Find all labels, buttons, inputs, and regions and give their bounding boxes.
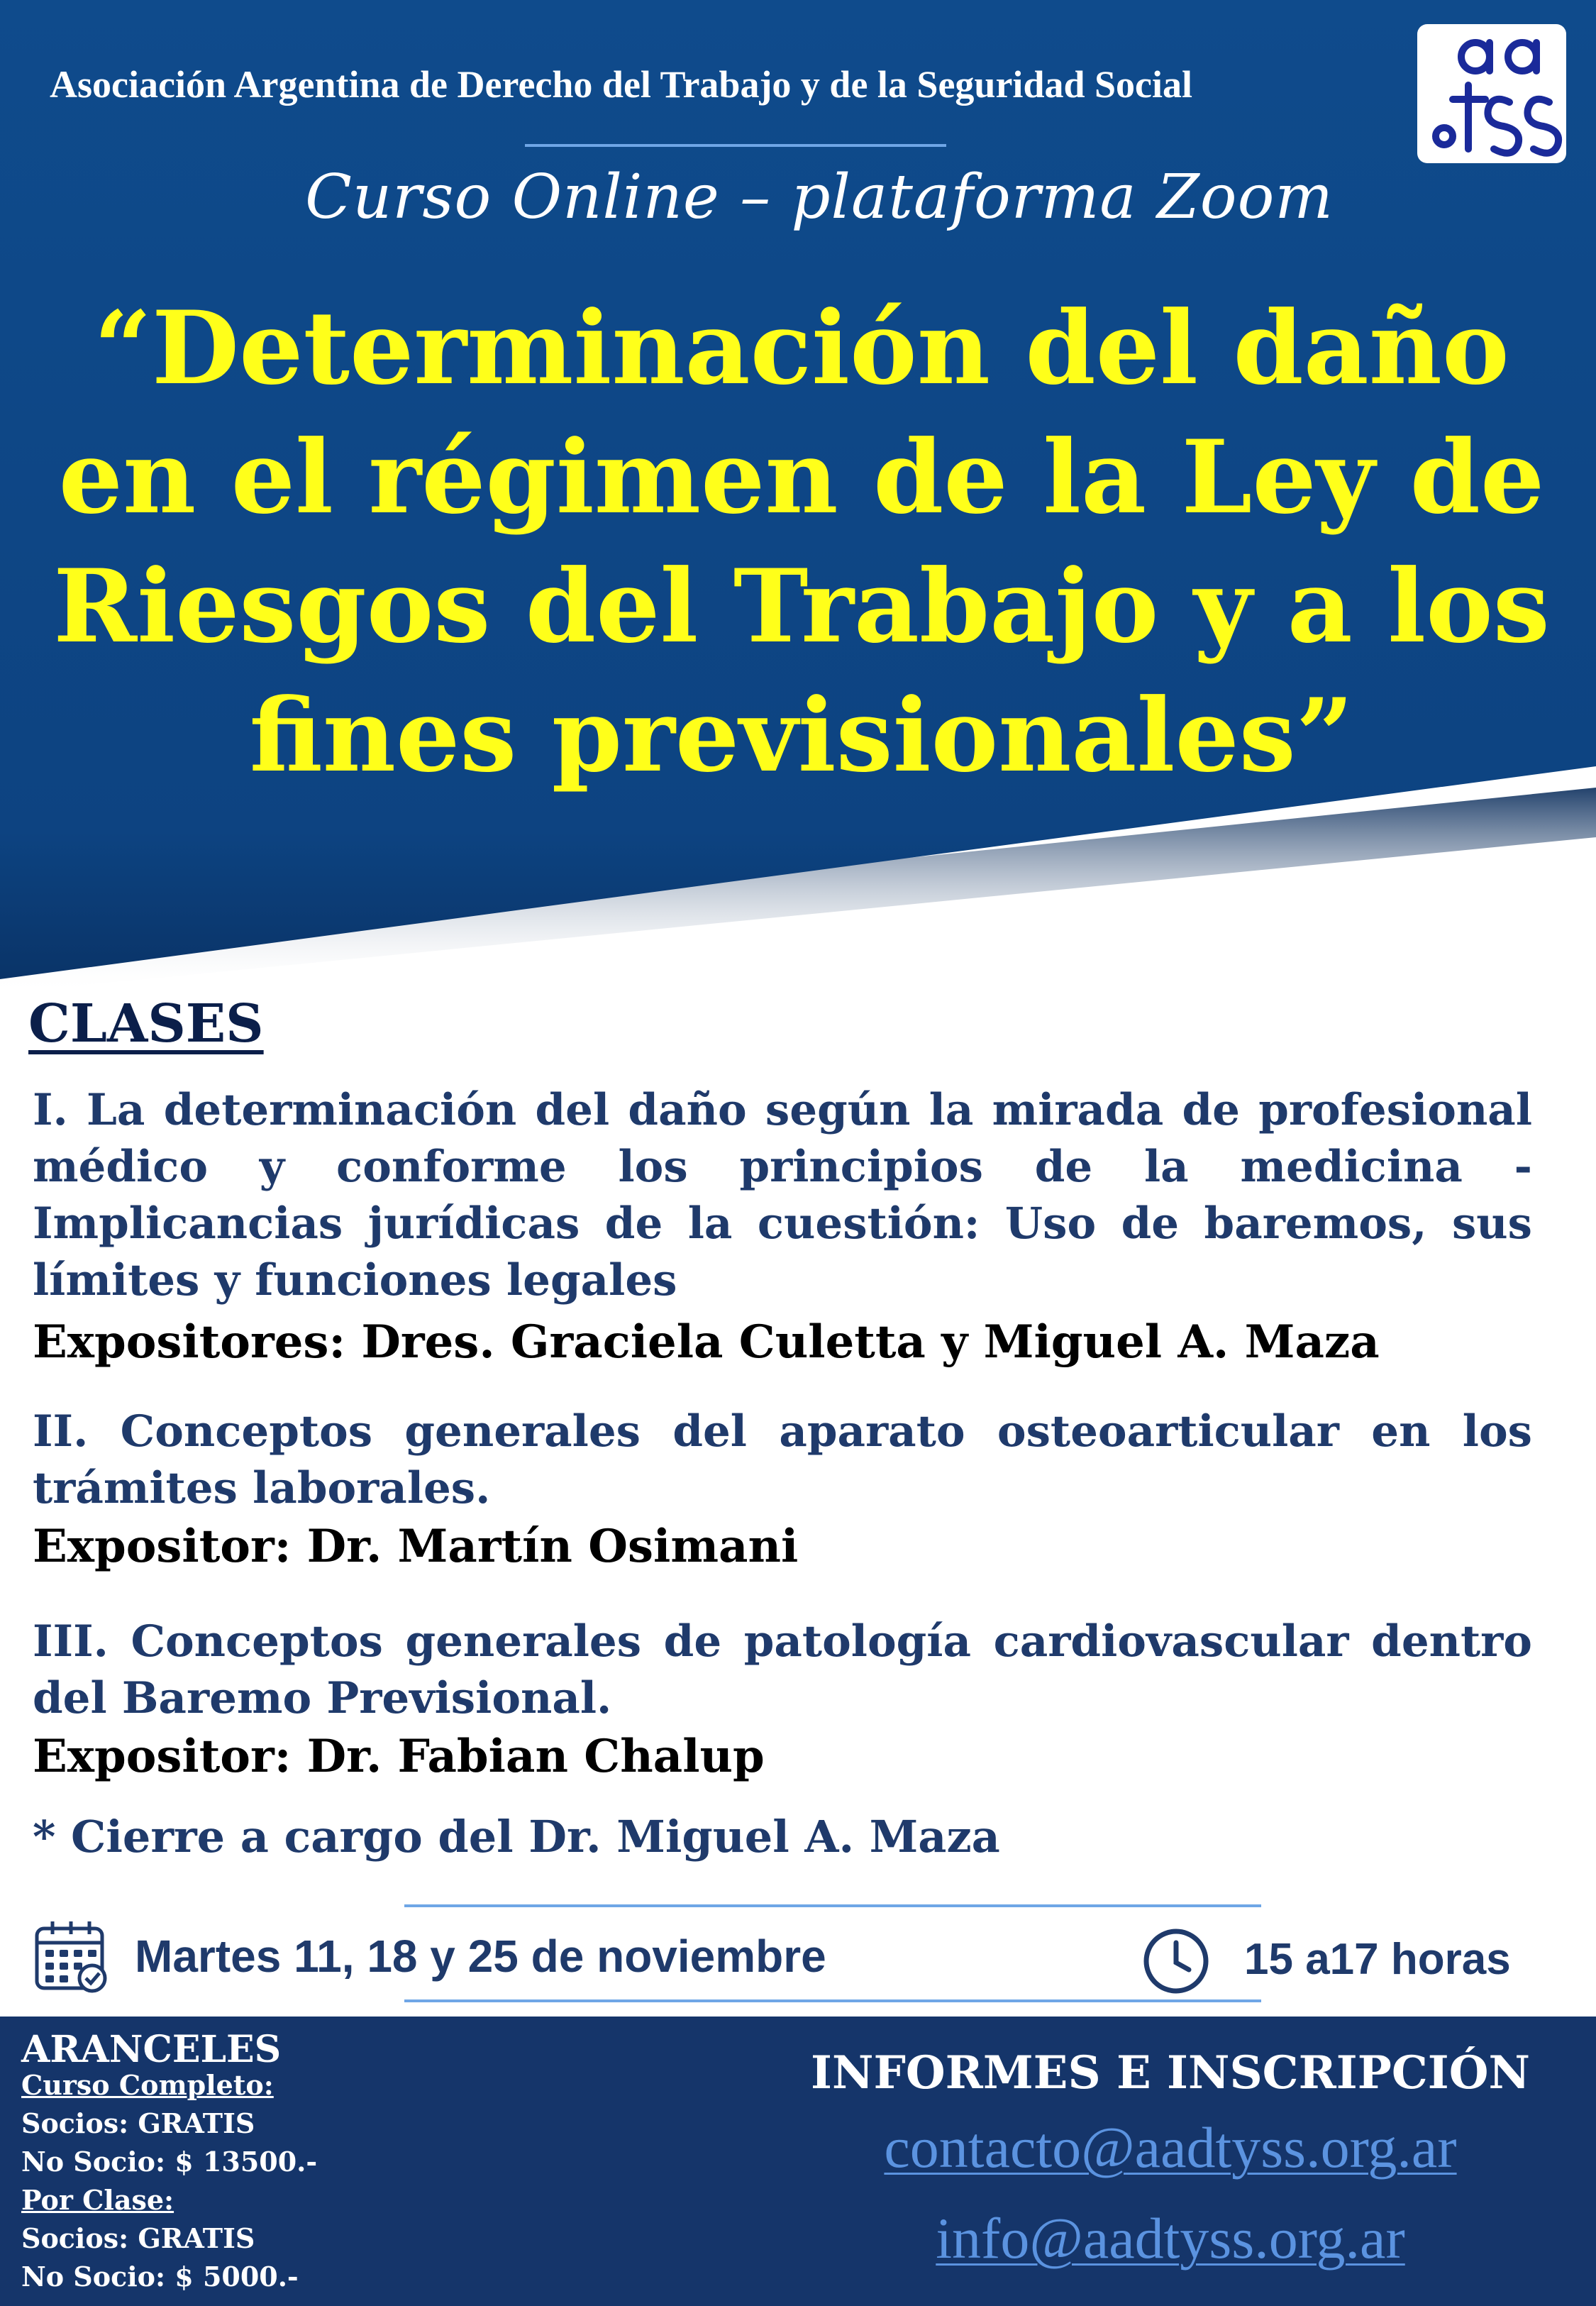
class-2-expositor: Expositor: Dr. Martín Osimani	[33, 1520, 799, 1573]
calendar-icon	[33, 1917, 111, 1995]
aadtyss-logo	[1416, 23, 1568, 165]
course-dates: Martes 11, 18 y 25 de noviembre	[135, 1931, 826, 1982]
por-clase-no-socio: No Socio: $ 5000.-	[21, 2261, 299, 2293]
course-time: 15 a17 horas	[1244, 1935, 1511, 1984]
header-divider	[525, 144, 946, 147]
curso-completo-socios: Socios: GRATIS	[21, 2107, 255, 2139]
class-1-expositor: Expositores: Dres. Graciela Culetta y Miguel A. Maza	[33, 1315, 1380, 1369]
schedule-divider-top	[404, 1904, 1261, 1907]
por-clase-socios: Socios: GRATIS	[21, 2222, 255, 2254]
curso-completo-no-socio: No Socio: $ 13500.-	[21, 2146, 318, 2178]
clases-heading: CLASES	[28, 993, 264, 1054]
curso-completo-label: Curso Completo:	[21, 2069, 274, 2101]
schedule-divider-bottom	[404, 1999, 1261, 2002]
closing-note: * Cierre a cargo del Dr. Miguel A. Maza	[33, 1811, 1000, 1863]
por-clase-label: Por Clase:	[21, 2184, 174, 2216]
course-subtitle: Curso Online – plataforma Zoom	[305, 162, 1334, 233]
organization-name: Asociación Argentina de Derecho del Trabajo y de la Seguridad Social	[50, 63, 1193, 106]
clock-icon	[1142, 1927, 1210, 1995]
email-info-link[interactable]: info@aadtyss.org.ar	[936, 2206, 1405, 2271]
class-3-expositor: Expositor: Dr. Fabian Chalup	[33, 1730, 765, 1783]
class-2-description: II. Conceptos generales del aparato osteoarticular en los trámites laborales.	[33, 1406, 1532, 1513]
aranceles-heading: ARANCELES	[21, 2028, 282, 2071]
informes-heading: INFORMES E INSCRIPCIÓN	[811, 2046, 1530, 2100]
class-3-description: III. Conceptos generales de patología cardiovascular dentro del Baremo Previsional.	[33, 1616, 1532, 1723]
course-title: “Determinación del daño en el régimen de la Ley de Riesgos del Trabajo y a los fines previsionales”	[53, 289, 1550, 795]
class-1-description: I. La determinación del daño según la mirada de profesional médico y conforme los principios de la medicina - Implicancias jurídicas de la cuestión: Uso de baremos, sus límites y funciones legales	[33, 1085, 1532, 1306]
email-contacto-link[interactable]: contacto@aadtyss.org.ar	[884, 2115, 1457, 2180]
